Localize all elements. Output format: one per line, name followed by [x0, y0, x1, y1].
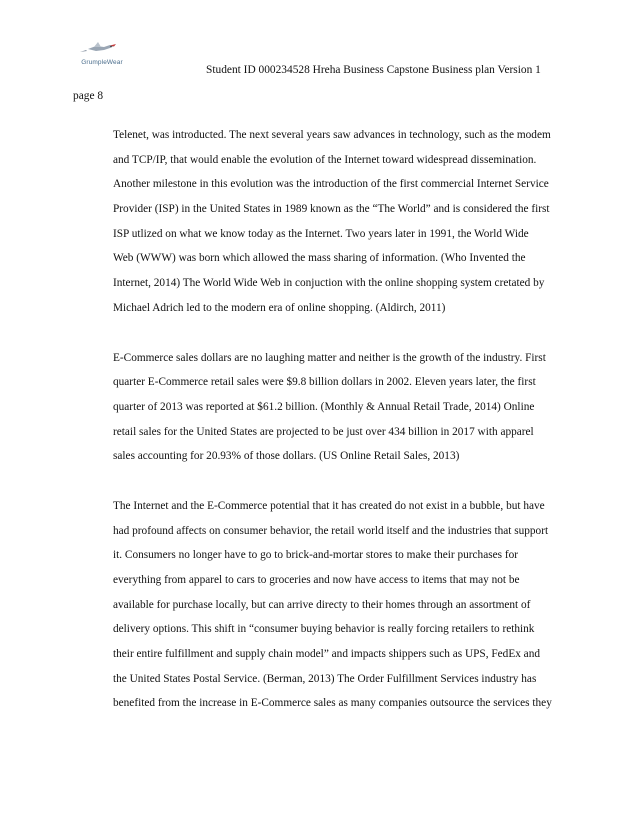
paragraph-consumer-behavior [113, 494, 553, 716]
text-line: Internet, 2014) The World Wide Web in conjuction with the online shopping system cretated by [113, 277, 545, 290]
text-line: quarter of 2013 was reported at $61.2 billion. (Monthly & Annual Retail Trade, 2014) Online [113, 400, 535, 413]
running-header: Student ID 000234528 Hreha Business Capstone Business plan Version 1 [206, 64, 541, 76]
paragraph-ecommerce-sales [113, 346, 553, 469]
text-line: benefited from the increase in E-Commerce sales as many companies outsource the services they [113, 697, 552, 710]
text-line: E-Commerce sales dollars are no laughing matter and neither is the growth of the industry. First [113, 351, 546, 364]
text-line: quarter E-Commerce retail sales were $9.8 billion dollars in 2002. Eleven years later, the first [113, 376, 536, 389]
paragraph-spacer [113, 321, 553, 346]
text-line: everything from apparel to cars to groceries and now have access to items that may not be [113, 574, 520, 586]
logo-wordmark: GrumpleWear [81, 59, 123, 66]
text-line: retail sales for the United States are projected to be just over 434 billion in 2017 with apparel [113, 425, 534, 438]
company-logo [74, 38, 130, 72]
text-line: had profound affects on consumer behavior, the retail world itself and the industries that support [113, 524, 549, 537]
bird-logo-icon [74, 38, 130, 60]
text-line: their entire fulfillment and supply chain model” and impacts shippers such as UPS, FedEx and [113, 648, 540, 661]
text-line: it. Consumers no longer have to go to brick-and-mortar stores to make their purchases for [113, 549, 519, 562]
text-line: Provider (ISP) in the United States in 1989 known as the “The World” and is considered the first [113, 203, 550, 216]
text-line: available for purchase locally, but can arrive directy to their homes through an assortment of [113, 598, 531, 611]
text-line: ISP utlized on what we know today as the Internet. Two years later in 1991, the World Wide [113, 227, 529, 240]
text-line: Telenet, was introducted. The next several years saw advances in technology, such as the modem [113, 129, 551, 141]
paragraph-spacer [113, 469, 553, 494]
page-number: page 8 [73, 90, 104, 102]
text-line: The Internet and the E-Commerce potential that it has created do not exist in a bubble, but have [113, 499, 545, 512]
text-line: Michael Adrich led to the modern era of online shopping. (Aldirch, 2011) [113, 301, 446, 314]
text-line: Another milestone in this evolution was the introduction of the first commercial Internet Service [113, 178, 549, 191]
text-line: delivery options. This shift in “consumer buying behavior is really forcing retailers to rethink [113, 623, 535, 636]
paragraph-internet-history [113, 123, 553, 321]
body-text [113, 123, 553, 716]
text-line: the United States Postal Service. (Berman, 2013) The Order Fulfillment Services industry has [113, 672, 537, 685]
text-line: sales accounting for 20.93% of those dollars. (US Online Retail Sales, 2013) [113, 450, 460, 463]
text-line: and TCP/IP, that would enable the evolution of the Internet toward widespread dissemination. [113, 153, 537, 166]
text-line: Web (WWW) was born which allowed the mass sharing of information. (Who Invented the [113, 252, 526, 265]
